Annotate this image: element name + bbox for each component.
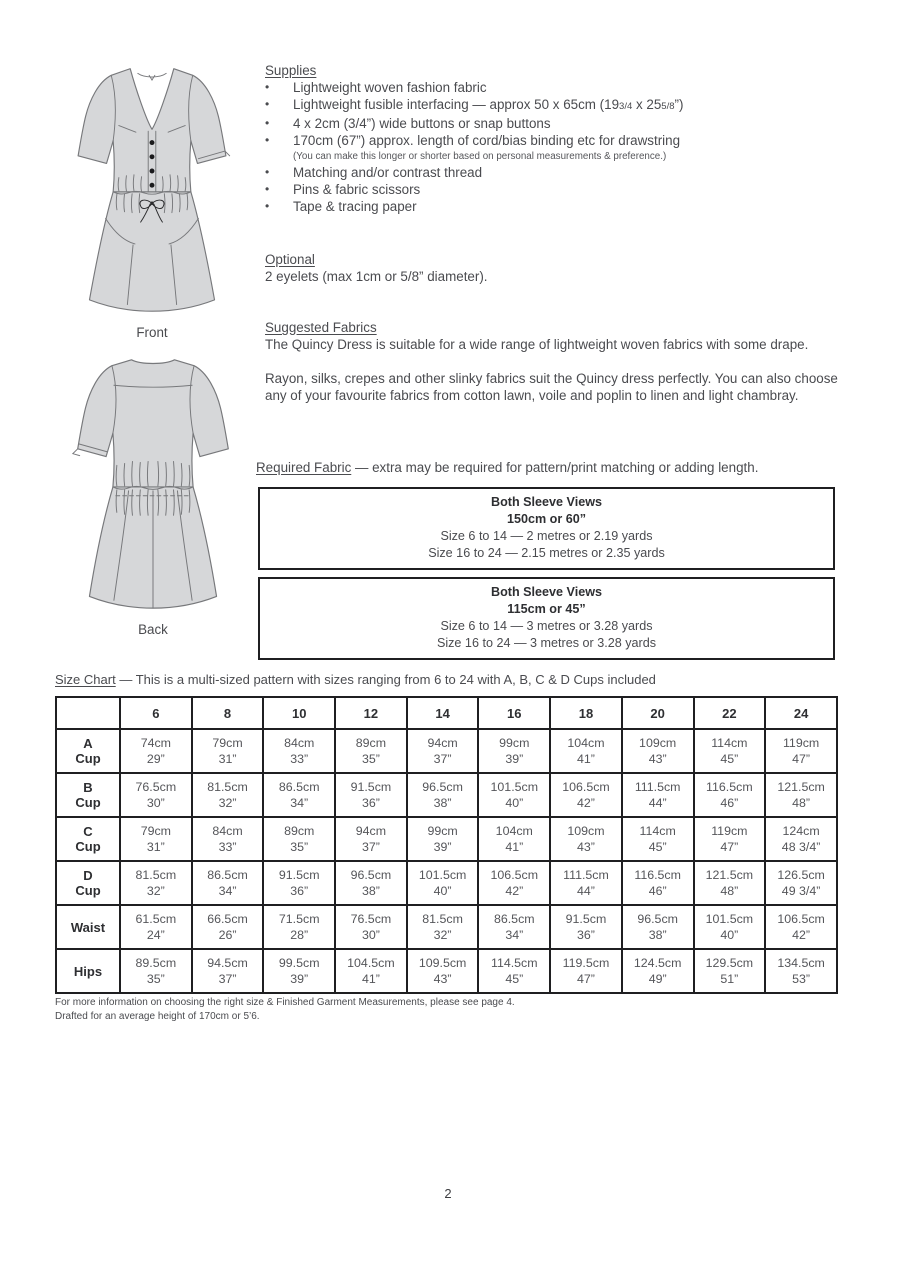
measurement-in: 48” [720, 884, 739, 898]
fabric-box-width: 115cm or 45” [507, 602, 586, 616]
size-chart-heading: Size Chart [55, 672, 116, 687]
measurement-cell [335, 905, 407, 949]
measurement-in: 31” [218, 752, 237, 766]
size-chart-row [56, 817, 837, 861]
measurement-cm: 109.5cm [418, 956, 467, 970]
measurement-cell [120, 905, 192, 949]
measurement-label-line: Cup [75, 795, 101, 810]
measurement-cell [335, 729, 407, 773]
measurement-in: 39” [505, 752, 524, 766]
measurement-cm: 96.5cm [422, 780, 463, 794]
measurement-cell [622, 729, 694, 773]
supply-item [265, 164, 843, 181]
measurement-cell [478, 905, 550, 949]
measurement-in: 41” [361, 972, 380, 986]
measurement-cell [478, 861, 550, 905]
measurement-in: 47” [792, 752, 811, 766]
measurement-label [56, 729, 120, 773]
fabric-box-line: Size 6 to 14 — 3 metres or 3.28 yards [440, 619, 653, 633]
measurement-label [56, 817, 120, 861]
measurement-cm: 109cm [639, 736, 677, 750]
suggested-fabrics-heading: Suggested Fabrics [265, 320, 377, 335]
measurement-cell [263, 905, 335, 949]
measurement-in: 53” [792, 972, 811, 986]
measurement-cell [120, 773, 192, 817]
measurement-cell [765, 729, 837, 773]
text-segment: Lightweight woven fashion fabric [293, 80, 487, 95]
measurement-in: 37” [433, 752, 452, 766]
measurement-in: 39” [290, 972, 309, 986]
measurement-in: 26” [218, 928, 237, 942]
measurement-cm: 79cm [212, 736, 243, 750]
measurement-cell [550, 817, 622, 861]
measurement-in: 35” [290, 840, 309, 854]
measurement-in: 45” [720, 752, 739, 766]
measurement-label [56, 905, 120, 949]
measurement-in: 33” [218, 840, 237, 854]
measurement-in: 51” [720, 972, 739, 986]
supply-item-text [293, 164, 843, 181]
measurement-in: 46” [648, 884, 667, 898]
measurement-cell [478, 773, 550, 817]
measurement-cell [263, 817, 335, 861]
size-chart-row [56, 949, 837, 993]
measurement-cell [192, 729, 264, 773]
supply-item [265, 96, 843, 115]
fraction-text: 5/8 [661, 101, 675, 112]
measurement-cm: 89.5cm [135, 956, 177, 970]
measurement-label-line: Cup [75, 839, 101, 854]
size-chart-head [56, 697, 837, 729]
measurement-in: 33” [290, 752, 309, 766]
size-chart-description: — This is a multi-sized pattern with sizes ranging from 6 to 24 with A, B, C & D Cups included [115, 672, 656, 687]
measurement-cm: 91.5cm [350, 780, 392, 794]
measurement-in: 41” [505, 840, 524, 854]
size-column-header: 14 [407, 697, 479, 729]
measurement-in: 42” [792, 928, 811, 942]
measurement-cell [765, 861, 837, 905]
measurement-cm: 121.5cm [705, 868, 754, 882]
measurement-in: 35” [361, 752, 380, 766]
optional-section [265, 251, 843, 285]
measurement-cell [694, 905, 766, 949]
measurement-cell [120, 729, 192, 773]
measurement-cm: 99.5cm [278, 956, 320, 970]
measurement-in: 40” [720, 928, 739, 942]
measurement-cell [407, 817, 479, 861]
fabric-box-line: Size 16 to 24 — 2.15 metres or 2.35 yards [428, 546, 665, 560]
measurement-cm: 96.5cm [350, 868, 392, 882]
measurement-cell [335, 773, 407, 817]
measurement-in: 47” [720, 840, 739, 854]
measurement-cell [765, 817, 837, 861]
measurement-cell [765, 949, 837, 993]
size-column-header: 10 [263, 697, 335, 729]
fabric-requirement-box [258, 487, 835, 570]
suggested-fabrics-paragraph: Rayon, silks, crepes and other slinky fabrics suit the Quincy dress perfectly. You can also choose any of your favourite fabrics from cotton lawn, voile and poplin to linen and light chambray. [265, 371, 838, 403]
required-fabric-boxes [258, 487, 835, 660]
text-segment: Pins & fabric scissors [293, 182, 421, 197]
measurement-in: 48” [792, 796, 811, 810]
measurement-cm: 94cm [427, 736, 458, 750]
text-segment: Tape & tracing paper [293, 199, 417, 214]
measurement-cell [622, 905, 694, 949]
measurement-cell [263, 949, 335, 993]
bullet-icon: • [265, 116, 270, 130]
supply-item [265, 115, 843, 132]
measurement-cell [622, 773, 694, 817]
required-fabric-note: — extra may be required for pattern/print matching or adding length. [351, 460, 759, 475]
measurement-cell [478, 729, 550, 773]
measurement-cm: 94.5cm [207, 956, 248, 970]
measurement-in: 30” [146, 796, 165, 810]
supply-note: (You can make this longer or shorter based on personal measurements & preference.) [293, 151, 667, 162]
back-bodice [78, 360, 229, 487]
measurement-in: 40” [433, 884, 452, 898]
measurement-cm: 86.5cm [207, 868, 248, 882]
measurement-cm: 81.5cm [422, 912, 463, 926]
text-segment: x 25 [632, 97, 662, 112]
measurement-cm: 119.5cm [562, 956, 610, 970]
measurement-in: 36” [361, 796, 380, 810]
measurement-cm: 84cm [284, 736, 315, 750]
supply-item-text [293, 96, 843, 115]
measurement-label-line: Hips [73, 963, 103, 979]
bullet-icon: • [265, 97, 270, 111]
supply-item [265, 79, 843, 96]
front-dress-drawing [62, 56, 242, 322]
measurement-cm: 104cm [567, 736, 605, 750]
measurement-label-line: B [83, 780, 93, 795]
footnotes [55, 996, 755, 1023]
measurement-cm: 71.5cm [278, 912, 320, 926]
measurement-in: 41” [577, 752, 595, 766]
measurement-in: 24” [146, 928, 165, 942]
measurement-in: 36” [290, 884, 309, 898]
measurement-in: 43” [577, 840, 595, 854]
fabric-box-title: Both Sleeve Views [490, 585, 603, 599]
text-segment: 4 x 2cm (3/4”) wide buttons or snap buttons [293, 116, 551, 131]
measurement-cell [478, 817, 550, 861]
measurement-cm: 106.5cm [777, 912, 825, 926]
measurement-label-line: A [83, 736, 93, 751]
measurement-in: 40” [505, 796, 524, 810]
measurement-cm: 119cm [782, 736, 820, 750]
measurement-cell [335, 817, 407, 861]
measurement-cm: 111.5cm [563, 868, 609, 882]
measurement-in: 49” [648, 972, 667, 986]
measurement-in: 36” [577, 928, 595, 942]
measurement-in: 32” [218, 796, 237, 810]
measurement-in: 29” [146, 752, 165, 766]
bullet-icon: • [265, 133, 270, 147]
measurement-label [56, 949, 120, 993]
measurement-in: 47” [577, 972, 595, 986]
measurement-cell [192, 949, 264, 993]
bullet-icon: • [265, 182, 270, 196]
front-back-neckline [138, 73, 166, 80]
measurement-cm: 91.5cm [565, 912, 607, 926]
measurement-cell [192, 817, 264, 861]
measurement-cm: 94cm [355, 824, 387, 838]
supplies-heading: Supplies [265, 63, 317, 78]
bullet-icon: • [265, 199, 270, 213]
measurement-in: 31” [146, 840, 165, 854]
measurement-cell [694, 949, 766, 993]
text-segment: Lightweight fusible interfacing — approx 50 x 65cm (19 [293, 97, 620, 112]
fabric-box-line: Size 6 to 14 — 2 metres or 2.19 yards [440, 529, 653, 543]
measurement-in: 46” [720, 796, 739, 810]
measurement-cm: 76.5cm [135, 780, 177, 794]
measurement-cell [263, 729, 335, 773]
size-column-header: 20 [622, 697, 694, 729]
size-chart-row [56, 729, 837, 773]
measurement-label [56, 861, 120, 905]
supply-item-text [293, 181, 843, 198]
measurement-cell [694, 729, 766, 773]
measurement-in: 34” [218, 884, 237, 898]
measurement-in: 37” [218, 972, 237, 986]
measurement-label-line: Waist [70, 919, 106, 935]
measurement-cell [192, 861, 264, 905]
measurement-cm: 74cm [140, 736, 171, 750]
measurement-in: 35” [146, 972, 165, 986]
text-segment: Matching and/or contrast thread [293, 165, 483, 180]
size-chart-header-row [56, 697, 837, 729]
measurement-in: 45” [648, 840, 667, 854]
size-chart-body [56, 729, 837, 993]
measurement-cell [120, 949, 192, 993]
measurement-cm: 81.5cm [135, 868, 177, 882]
fabric-box-line: Size 16 to 24 — 3 metres or 3.28 yards [436, 636, 657, 650]
measurement-in: 37” [361, 840, 380, 854]
measurement-cell [407, 905, 479, 949]
suggested-fabrics-paragraph: The Quincy Dress is suitable for a wide range of lightweight woven fabrics with some drape. [265, 337, 809, 352]
measurement-in: 38” [648, 928, 667, 942]
size-column-header: 24 [765, 697, 837, 729]
measurement-cm: 111.5cm [634, 780, 681, 794]
measurement-cell [478, 949, 550, 993]
measurement-cell [407, 729, 479, 773]
measurement-cm: 104cm [495, 824, 533, 838]
measurement-in: 30” [361, 928, 380, 942]
back-label: Back [138, 622, 168, 637]
front-illustration [62, 56, 242, 322]
measurement-cm: 81.5cm [207, 780, 248, 794]
bullet-icon: • [265, 80, 270, 94]
measurement-cell [622, 861, 694, 905]
measurement-cell [765, 905, 837, 949]
measurement-cm: 99cm [427, 824, 458, 838]
measurement-cm: 104.5cm [347, 956, 395, 970]
measurement-in: 43” [433, 972, 452, 986]
measurement-cm: 124.5cm [633, 956, 682, 970]
measurement-cm: 121.5cm [777, 780, 825, 794]
required-fabric-line [256, 459, 846, 476]
size-chart-row [56, 861, 837, 905]
measurement-cell [335, 861, 407, 905]
measurement-in: 28” [290, 928, 309, 942]
measurement-label-line: Cup [75, 883, 101, 898]
bullet-icon: • [265, 165, 270, 179]
size-chart-corner-cell [56, 697, 120, 729]
supply-item [265, 132, 843, 149]
measurement-cm: 101.5cm [490, 780, 539, 794]
measurement-cell [192, 905, 264, 949]
measurement-cm: 114cm [711, 736, 748, 750]
measurement-cell [550, 905, 622, 949]
measurement-in: 32” [433, 928, 452, 942]
fabric-box-width: 150cm or 60” [506, 512, 587, 526]
measurement-cell [765, 773, 837, 817]
measurement-in: 38” [361, 884, 380, 898]
optional-heading: Optional [265, 252, 315, 267]
measurement-cm: 61.5cm [135, 912, 177, 926]
measurement-cell [335, 949, 407, 993]
measurement-in: 34” [505, 928, 524, 942]
size-chart-row [56, 773, 837, 817]
measurement-cm: 79cm [140, 824, 171, 838]
suggested-fabrics-section [265, 319, 843, 404]
size-column-header: 6 [120, 697, 192, 729]
measurement-in: 39” [433, 840, 452, 854]
fabric-requirement-box [258, 577, 835, 660]
measurement-in: 43” [648, 752, 667, 766]
measurement-cm: 99cm [499, 736, 530, 750]
measurement-cell [550, 773, 622, 817]
measurement-cm: 106.5cm [490, 868, 539, 882]
measurement-cell [120, 861, 192, 905]
measurement-label [56, 773, 120, 817]
measurement-cm: 126.5cm [777, 868, 825, 882]
text-segment: ”) [674, 97, 684, 112]
page-number: 2 [444, 1186, 452, 1201]
size-column-header: 22 [694, 697, 766, 729]
measurement-cm: 86.5cm [278, 780, 320, 794]
measurement-cell [263, 773, 335, 817]
measurement-cell [263, 861, 335, 905]
supply-item-text [293, 198, 843, 215]
measurement-cell [407, 861, 479, 905]
measurement-cm: 66.5cm [207, 912, 248, 926]
size-chart-caption [55, 671, 845, 688]
measurement-cm: 89cm [355, 736, 387, 750]
measurement-cell [407, 773, 479, 817]
measurement-cm: 119cm [711, 824, 748, 838]
footnote-line: For more information on choosing the right size & Finished Garment Measurements, please see page 4. [55, 997, 515, 1008]
required-fabric-heading: Required Fabric [256, 460, 352, 475]
measurement-cm: 116.5cm [634, 868, 681, 882]
supplies-section [265, 62, 843, 215]
back-dress-drawing [58, 352, 248, 614]
size-column-header: 18 [550, 697, 622, 729]
footnote-line: Drafted for an average height of 170cm or 5’6. [55, 1010, 260, 1022]
measurement-in: 42” [577, 796, 595, 810]
measurement-cell [407, 949, 479, 993]
size-chart-row [56, 905, 837, 949]
supply-item [265, 181, 843, 198]
measurement-cm: 76.5cm [350, 912, 392, 926]
supplies-list [265, 79, 843, 215]
measurement-label-line: Cup [75, 751, 101, 766]
measurement-cm: 86.5cm [493, 912, 535, 926]
front-skirt [89, 192, 214, 311]
measurement-cm: 114cm [639, 824, 676, 838]
measurement-cell [694, 773, 766, 817]
measurement-in: 32” [146, 884, 165, 898]
measurement-label-line: C [83, 824, 93, 839]
measurement-in: 49 3/4” [781, 884, 821, 898]
measurement-in: 38” [433, 796, 452, 810]
size-column-header: 12 [335, 697, 407, 729]
optional-text: 2 eyelets (max 1cm or 5/8” diameter). [265, 269, 488, 284]
measurement-cm: 84cm [212, 824, 243, 838]
measurement-cm: 96.5cm [637, 912, 678, 926]
measurement-in: 44” [648, 796, 667, 810]
measurement-in: 42” [505, 884, 524, 898]
supply-item [265, 198, 843, 215]
fraction-text: 3/4 [619, 101, 633, 112]
measurement-in: 44” [577, 884, 595, 898]
size-column-header: 16 [478, 697, 550, 729]
size-column-header: 8 [192, 697, 264, 729]
measurement-cell [694, 861, 766, 905]
measurement-cm: 124cm [782, 824, 820, 838]
measurement-cell [192, 773, 264, 817]
measurement-cell [622, 949, 694, 993]
supply-item-text [293, 132, 843, 149]
measurement-cm: 134.5cm [777, 956, 825, 970]
measurement-cm: 109cm [567, 824, 605, 838]
fabric-box-title: Both Sleeve Views [490, 495, 603, 509]
measurement-in: 45” [505, 972, 524, 986]
measurement-cm: 101.5cm [418, 868, 467, 882]
measurement-cm: 114.5cm [490, 956, 538, 970]
back-illustration [58, 352, 248, 614]
front-label: Front [136, 325, 168, 340]
measurement-cm: 129.5cm [705, 956, 754, 970]
measurement-cm: 89cm [284, 824, 315, 838]
measurement-cm: 101.5cm [705, 912, 754, 926]
measurement-in: 34” [290, 796, 309, 810]
supply-item-text [293, 115, 843, 132]
measurement-cell [120, 817, 192, 861]
measurement-cm: 91.5cm [278, 868, 320, 882]
measurement-cell [694, 817, 766, 861]
measurement-cell [550, 729, 622, 773]
measurement-label-line: D [83, 868, 93, 883]
measurement-cell [622, 817, 694, 861]
size-chart-table [55, 696, 838, 994]
measurement-cm: 116.5cm [706, 780, 753, 794]
measurement-in: 48 3/4” [781, 840, 821, 854]
measurement-cm: 106.5cm [562, 780, 610, 794]
measurement-cell [550, 861, 622, 905]
measurement-cell [550, 949, 622, 993]
text-segment: 170cm (67”) approx. length of cord/bias binding etc for drawstring [293, 133, 681, 148]
supply-item-text [293, 79, 843, 96]
